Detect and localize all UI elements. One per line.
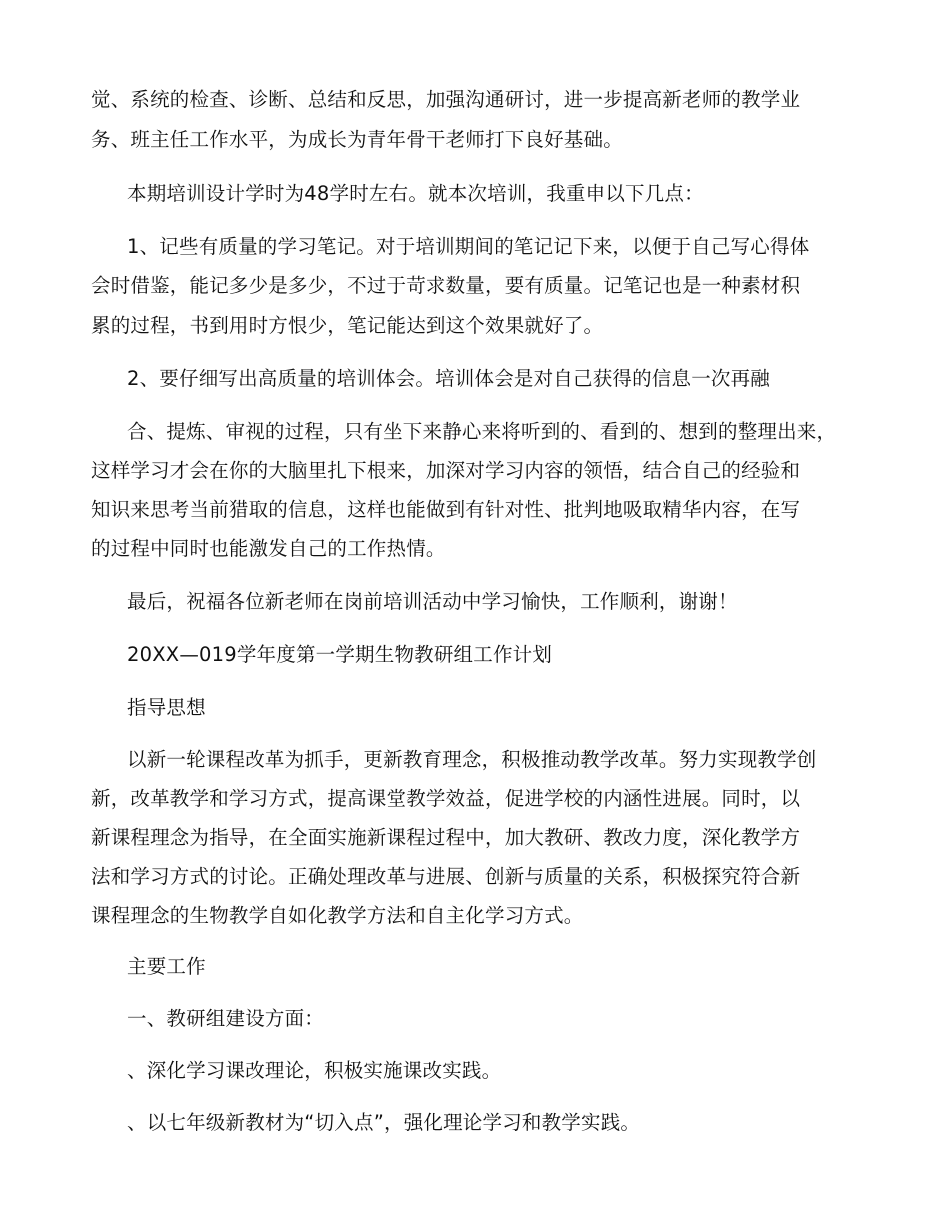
text-line: 会时借鉴，能记多少是多少，不过于苛求数量，要有质量。记笔记也是一种素材积 bbox=[91, 274, 801, 297]
text-line: 这样学习才会在你的大脑里扎下根来，加深对学习内容的领悟，结合自己的经验和 bbox=[91, 459, 801, 482]
text-line: 觉、系统的检查、诊断、总结和反思，加强沟通研讨，进一步提高新老师的教学业 bbox=[91, 88, 801, 111]
text-line: 的过程中同时也能激发自己的工作热情。 bbox=[91, 537, 446, 560]
text-line: 法和学习方式的讨论。正确处理改革与进展、创新与质量的关系，积极探究符合新 bbox=[91, 865, 801, 888]
text-line: 2、要仔细写出高质量的培训体会。培训体会是对自己获得的信息一次再融 bbox=[127, 367, 771, 390]
text-line: 知识来思考当前猎取的信息，这样也能做到有针对性、批判地吸取精华内容，在写 bbox=[91, 498, 801, 521]
text-line: 务、班主任工作水平，为成长为青年骨干老师打下良好基础。 bbox=[91, 128, 623, 151]
text-line: 新课程理念为指导，在全面实施新课程过程中，加大教研、教改力度，深化教学方 bbox=[91, 826, 801, 849]
text-line: 新，改革教学和学习方式，提高课堂教学效益，促进学校的内涵性进展。同时，以 bbox=[91, 787, 801, 810]
list-item: 、深化学习课改理论，积极实施课改实践。 bbox=[127, 1059, 502, 1082]
list-item: 、以七年级新教材为“切入点”，强化理论学习和教学实践。 bbox=[127, 1111, 641, 1134]
section-heading: 指导思想 bbox=[127, 696, 206, 719]
text-line: 1、记些有质量的学习笔记。对于培训期间的笔记记下来，以便于自己写心得体 bbox=[127, 235, 810, 258]
text-line: 累的过程，书到用时方恨少，笔记能达到这个效果就好了。 bbox=[91, 314, 604, 337]
text-line: 以新一轮课程改革为抓手，更新教育理念，积极推动教学改革。努力实现教学创 bbox=[127, 748, 817, 771]
section-heading: 一、教研组建设方面： bbox=[127, 1007, 325, 1030]
text-line: 课程理念的生物教学自如化教学方法和自主化学习方式。 bbox=[91, 904, 584, 927]
section-heading: 主要工作 bbox=[127, 955, 206, 978]
text-line: 合、提炼、审视的过程，只有坐下来静心来将听到的、看到的、想到的整理出来， bbox=[127, 420, 837, 443]
section-title: 20XX—019学年度第一学期生物教研组工作计划 bbox=[127, 643, 553, 666]
text-line: 本期培训设计学时为48学时左右。就本次培训，我重申以下几点： bbox=[127, 182, 704, 205]
text-line: 最后，祝福各位新老师在岗前培训活动中学习愉快，工作顺利，谢谢！ bbox=[127, 590, 738, 613]
